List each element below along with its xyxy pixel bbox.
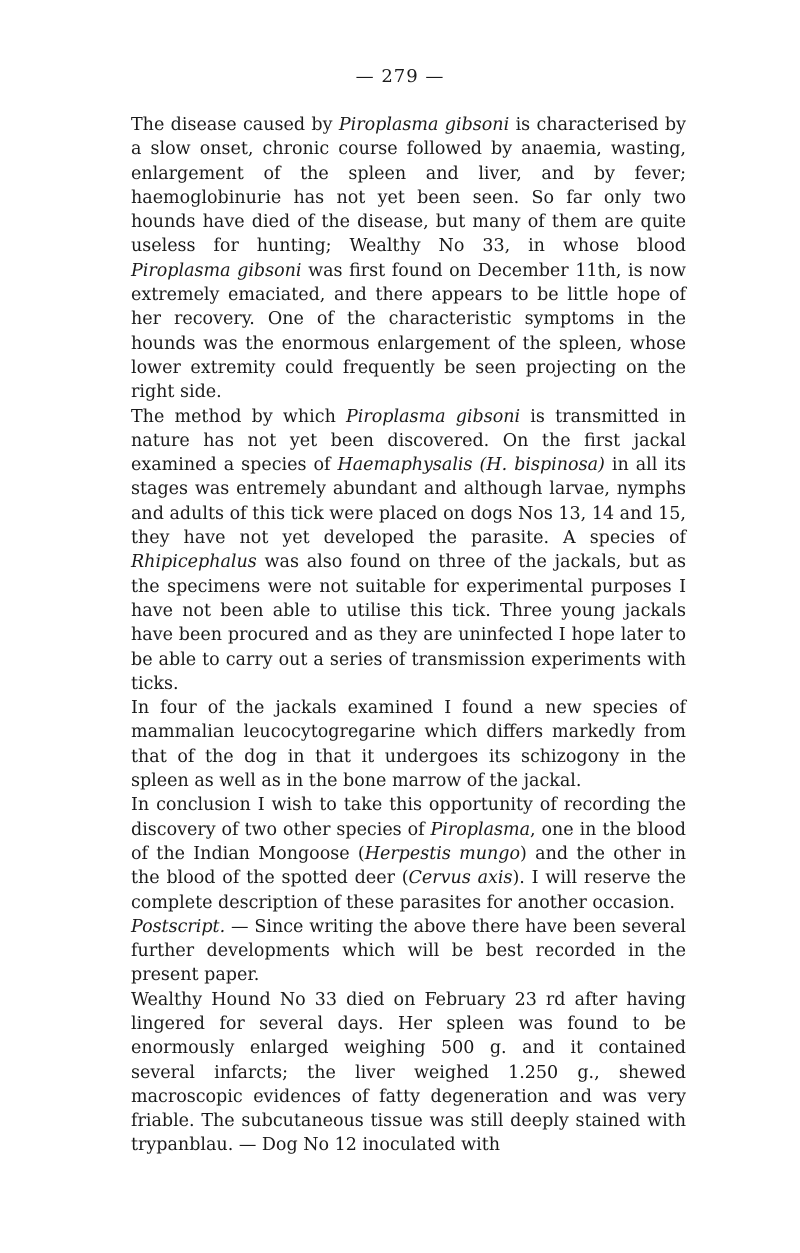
text-span: ) and the other in the blood of the spotted deer (	[131, 843, 687, 889]
text-span: in all its stages was entremely abundant and although larvae, nymphs and adults of this tick were placed on dogs Nos 13, 14 and 15, they have not yet developed the parasite. A species of	[131, 455, 687, 549]
species-name: Cervus axis	[408, 868, 513, 889]
text-span: — Since writing the above there have been several further developments which will be best recorded in the present paper.	[131, 916, 686, 986]
species-name: Haemaphysalis (H. bispinosa)	[337, 455, 605, 476]
text-span: , one in the blood of the Indian Mongoose (	[131, 819, 686, 864]
body-text	[131, 113, 686, 1158]
paragraph-2	[131, 405, 686, 697]
text-span: In four of the jackals examined I found a new species of mammalian leucocytogregarine which differs markedly from that of the dog in that it undergoes its schizogony in the spleen as well as in the bone marrow of the jackal.	[131, 698, 686, 792]
paragraph-1	[131, 113, 686, 405]
species-name: Piroplasma gibsoni	[131, 260, 302, 281]
page-number: — 279 —	[355, 66, 445, 87]
text-span: is transmitted in nature has not yet been discovered. On the first jackal examined a species of	[131, 406, 687, 476]
species-name: Rhipicephalus	[131, 552, 257, 573]
paragraph-6	[131, 988, 686, 1158]
text-span: The method by which	[131, 406, 347, 427]
text-span: is characterised by a slow onset, chronic course followed by anaemia, wasting, enlargement of the spleen and liver, and by fever; haemoglobinurie has not yet been seen. So far only two hounds have died of the disease, but many of them are quite useless for hunting; Wealthy No 33, in whose blood	[131, 115, 687, 257]
paragraph-4	[131, 793, 686, 914]
text-span: was first found on December 11th, is now extremely emaciated, and there appears to be little hope of her recovery. One of the characteristic symptoms in the hounds was the enormous enlargement of the spleen, whose lower extremity could frequently be seen projecting on the right side.	[131, 260, 686, 403]
postscript-heading: Postscript.	[131, 916, 226, 937]
paragraph-5	[131, 915, 686, 988]
text-span: ). I will reserve the complete description of these parasites for another occasion.	[131, 868, 686, 913]
species-name: Herpestis mungo	[364, 843, 521, 864]
species-name: Piroplasma gibsoni	[346, 406, 521, 427]
text-span: The disease caused by	[131, 115, 339, 135]
text-span: Wealthy Hound No 33 died on February 23 rd after having lingered for several days. Her spleen was found to be enormously enlarged weighing 500 g. and it contained several infarcts; the liver weighed 1.250 g., shewed macroscopic evidences of fatty degeneration and was very friable. The subcutaneous tissue was still deeply stained with trypanblau. — Dog No 12 inoculated with	[131, 989, 686, 1156]
paragraph-3	[131, 696, 686, 793]
text-span: was also found on three of the jackals, but as the specimens were not suitable for experimental purposes I have not been able to utilise this tick. Three young jackals have been procured and as they are uninfected I hope later to be able to carry out a series of transmission experiments with ticks.	[131, 552, 686, 694]
text-span: In conclusion I wish to take this opportunity of recording the discovery of two other species of	[131, 795, 686, 840]
species-name: Piroplasma	[430, 819, 531, 840]
species-name: Piroplasma gibsoni	[338, 115, 510, 135]
